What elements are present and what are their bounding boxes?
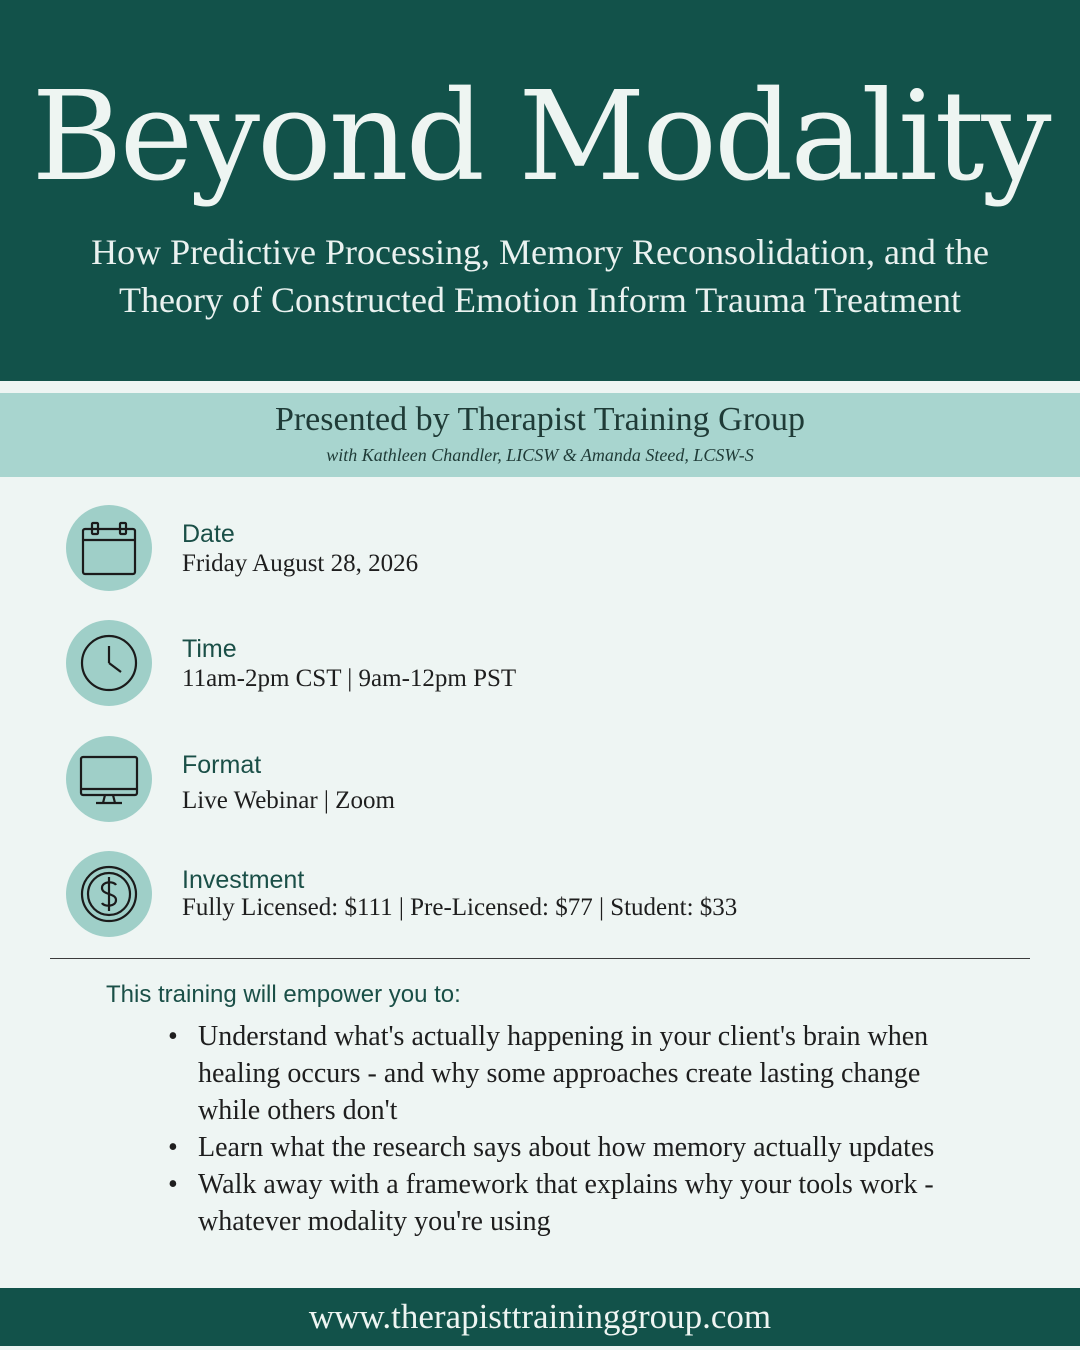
format-value: Live Webinar | Zoom — [182, 787, 395, 814]
footer-banner — [0, 1288, 1080, 1346]
presenters-text: with Kathleen Chandler, LICSW & Amanda Steed, LCSW-S — [326, 445, 754, 465]
date-label: Date — [182, 520, 235, 548]
clock-icon — [66, 620, 152, 706]
header-banner — [0, 0, 1080, 381]
detail-format — [66, 736, 1026, 822]
time-label: Time — [182, 635, 237, 663]
detail-investment — [66, 851, 1026, 937]
page-subtitle — [40, 228, 1040, 324]
dollar-coin-icon — [66, 851, 152, 937]
website-link[interactable]: www.therapisttraininggroup.com — [308, 1297, 772, 1336]
monitor-icon — [66, 736, 152, 822]
investment-value: Fully Licensed: $111 | Pre-Licensed: $77 | Student: $33 — [182, 894, 738, 921]
calendar-icon — [66, 505, 152, 591]
page-title: Beyond Modality — [31, 65, 1049, 209]
subtitle-line-1: How Predictive Processing, Memory Reconsolidation, and the — [91, 232, 989, 272]
time-value: 11am-2pm CST | 9am-12pm PST — [182, 665, 517, 692]
detail-date — [66, 505, 1026, 591]
detail-time — [66, 620, 1026, 706]
benefit-item: • Walk away with a framework that explains why your tools work - whatever modality you're using — [168, 1166, 968, 1240]
date-value: Friday August 28, 2026 — [182, 550, 419, 577]
benefits-heading: This training will empower you to: — [106, 981, 461, 1008]
subtitle-line-2: Theory of Constructed Emotion Inform Trauma Treatment — [119, 280, 961, 320]
section-divider — [50, 958, 1030, 959]
benefits-list — [168, 1018, 968, 1240]
investment-label: Investment — [182, 866, 305, 894]
benefit-item: • Learn what the research says about how memory actually updates — [168, 1129, 968, 1166]
presenter-band — [0, 393, 1080, 477]
format-label: Format — [182, 751, 262, 779]
presented-by-text: Presented by Therapist Training Group — [274, 401, 806, 438]
benefit-item: • Understand what's actually happening in your client's brain when healing occurs - and why some approaches create lasting change while others don't — [168, 1018, 968, 1129]
